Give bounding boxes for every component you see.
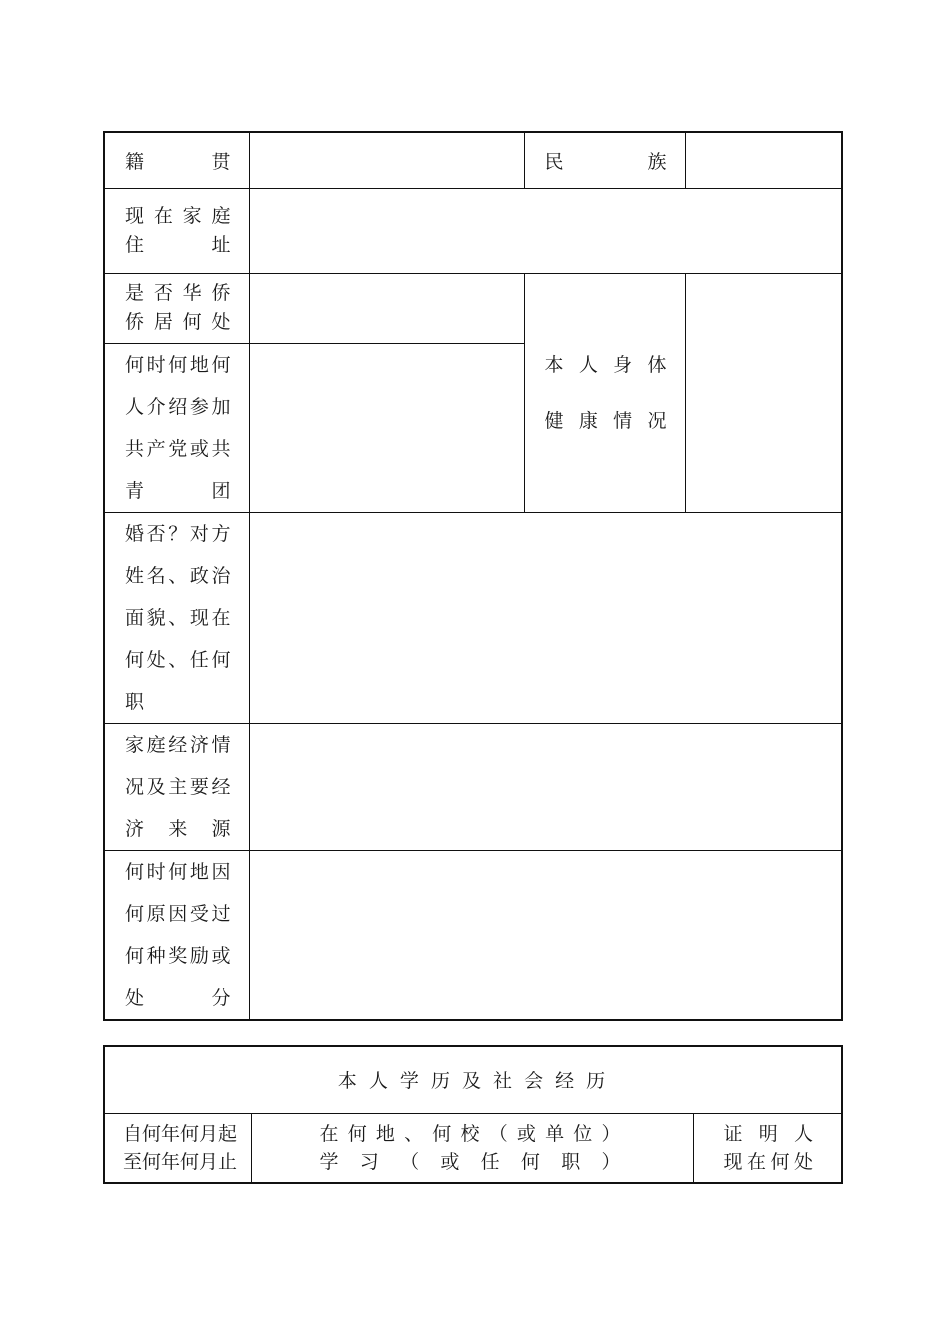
family-economy-field[interactable] xyxy=(249,723,842,850)
party-intro-label xyxy=(104,343,249,512)
history-title xyxy=(104,1046,842,1113)
marriage-field[interactable] xyxy=(249,512,842,723)
rewards-line-4: 处分 xyxy=(125,986,231,1009)
rewards-line-1: 何时何地因 xyxy=(125,860,231,883)
party-intro-line-2: 人介绍参加 xyxy=(125,395,231,418)
home-address-label xyxy=(104,188,249,273)
health-line-2: 健康情况 xyxy=(544,409,667,432)
rewards-field[interactable] xyxy=(249,850,842,1020)
overseas-chinese-label xyxy=(104,273,249,343)
native-place-text: 籍贯 xyxy=(125,150,231,173)
marriage-line-3: 面貌、现在 xyxy=(125,606,231,629)
personal-info-table xyxy=(103,131,843,1021)
native-place-label xyxy=(104,132,249,188)
home-address-line-1: 现在家庭 xyxy=(125,204,231,227)
rewards-label xyxy=(104,850,249,1020)
family-economy-line-3: 济来源 xyxy=(125,817,231,840)
marriage-line-5: 职 xyxy=(125,690,145,713)
witness-line-2: 现在何处 xyxy=(723,1150,814,1173)
family-economy-line-2: 况及主要经 xyxy=(125,775,231,798)
rewards-line-3: 何种奖励或 xyxy=(125,944,231,967)
marriage-line-4: 何处、任何 xyxy=(125,648,231,671)
place-line-2: 学习（或任何职） xyxy=(319,1150,621,1173)
family-economy-line-1: 家庭经济情 xyxy=(125,733,231,756)
health-line-1: 本人身体 xyxy=(544,353,667,376)
witness-line-1: 证明人 xyxy=(723,1122,814,1145)
place-line-1: 在何地、何校（或单位） xyxy=(319,1122,621,1145)
education-history-table xyxy=(103,1045,843,1184)
party-intro-line-1: 何时何地何 xyxy=(125,353,231,376)
overseas-chinese-field[interactable] xyxy=(249,273,524,343)
overseas-chinese-line-1: 是否华侨 xyxy=(125,282,231,304)
health-label xyxy=(524,273,685,512)
family-economy-label xyxy=(104,723,249,850)
witness-header xyxy=(693,1113,842,1183)
period-header xyxy=(104,1113,251,1183)
native-place-field[interactable] xyxy=(249,132,524,188)
ethnicity-text: 民族 xyxy=(544,150,667,173)
marriage-line-2: 姓名、政治 xyxy=(125,564,231,587)
marriage-line-1: 婚否？对方 xyxy=(125,522,231,545)
ethnicity-field[interactable] xyxy=(685,132,842,188)
overseas-chinese-line-2: 侨居何处 xyxy=(125,311,231,333)
party-intro-line-3: 共产党或共 xyxy=(125,437,231,460)
history-title-text: 本 人 学 历 及 社 会 经 历 xyxy=(337,1070,609,1093)
home-address-line-2: 住址 xyxy=(125,233,231,256)
rewards-line-2: 何原因受过 xyxy=(125,902,231,925)
party-intro-line-4: 青团 xyxy=(125,479,231,502)
party-intro-field[interactable] xyxy=(249,343,524,512)
place-header xyxy=(251,1113,693,1183)
marriage-label xyxy=(104,512,249,723)
period-line-2: 至何年何月止 xyxy=(123,1150,238,1173)
period-line-1: 自何年何月起 xyxy=(123,1122,238,1145)
ethnicity-label xyxy=(524,132,685,188)
health-field[interactable] xyxy=(685,273,842,512)
home-address-field[interactable] xyxy=(249,188,842,273)
